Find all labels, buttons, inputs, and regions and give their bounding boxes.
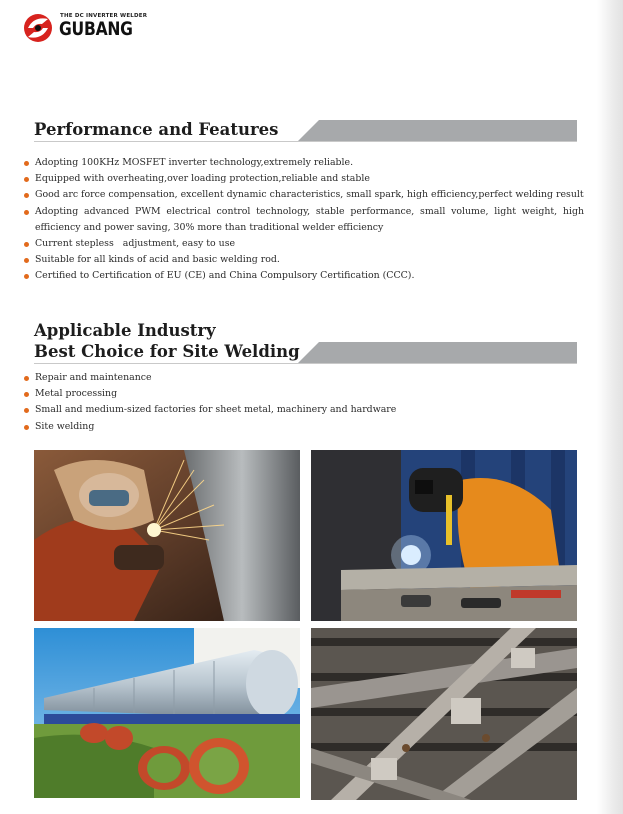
- industry-title-line2: Best Choice for Site Welding: [34, 342, 300, 361]
- list-item: Site welding: [24, 419, 584, 435]
- list-item: Metal processing: [24, 386, 584, 402]
- industrial-tanks-photo: [34, 628, 300, 798]
- welder-at-bench-photo: [311, 450, 577, 621]
- list-item: Good arc force compensation, excellent dynamic characteristics, small spark, high efficiency,perfect welding result: [24, 187, 584, 203]
- bullet-dot-icon: [24, 242, 29, 247]
- welder-grinding-photo: [34, 450, 300, 621]
- bullet-dot-icon: [24, 274, 29, 279]
- features-list: [24, 155, 584, 285]
- list-item: Certified to Certification of EU (CE) and China Compulsory Certification (CCC).: [24, 268, 584, 284]
- list-item: Adopting 100KHz MOSFET inverter technology,extremely reliable.: [24, 155, 584, 171]
- header-gray-bar: [297, 342, 577, 364]
- bullet-dot-icon: [24, 425, 29, 430]
- list-item: Adopting advanced PWM electrical control technology, stable performance, small volume, light weight, high efficiency and power saving, 30% more than traditional welder efficiency: [24, 204, 584, 236]
- industry-title-line1: Applicable Industry: [34, 321, 216, 340]
- header-rule: [34, 363, 577, 364]
- bullet-dot-icon: [24, 177, 29, 182]
- logo-tagline: THE DC INVERTER WELDER: [60, 13, 148, 19]
- features-header: [34, 118, 577, 142]
- bullet-dot-icon: [24, 376, 29, 381]
- header-rule: [34, 141, 577, 142]
- bullet-dot-icon: [24, 408, 29, 413]
- bullet-dot-icon: [24, 392, 29, 397]
- page-edge-shadow: [597, 0, 623, 814]
- list-item: Equipped with overheating,over loading protection,reliable and stable: [24, 171, 584, 187]
- steel-frame-photo: [311, 628, 577, 800]
- bullet-dot-icon: [24, 210, 29, 215]
- bullet-dot-icon: [24, 258, 29, 263]
- header-gray-bar: [297, 120, 577, 142]
- list-item: Repair and maintenance: [24, 370, 584, 386]
- industry-header: [34, 320, 577, 364]
- list-item: Suitable for all kinds of acid and basic welding rod.: [24, 252, 584, 268]
- brand-logo: [22, 12, 182, 44]
- industry-list: [24, 370, 584, 435]
- bullet-dot-icon: [24, 161, 29, 166]
- features-title: Performance and Features: [34, 120, 279, 139]
- logo-brand-name: GUBANG: [59, 18, 133, 40]
- list-item: Small and medium-sized factories for sheet metal, machinery and hardware: [24, 402, 584, 418]
- list-item: Current stepless adjustment, easy to use: [24, 236, 584, 252]
- gubang-emblem-icon: [22, 12, 56, 44]
- bullet-dot-icon: [24, 193, 29, 198]
